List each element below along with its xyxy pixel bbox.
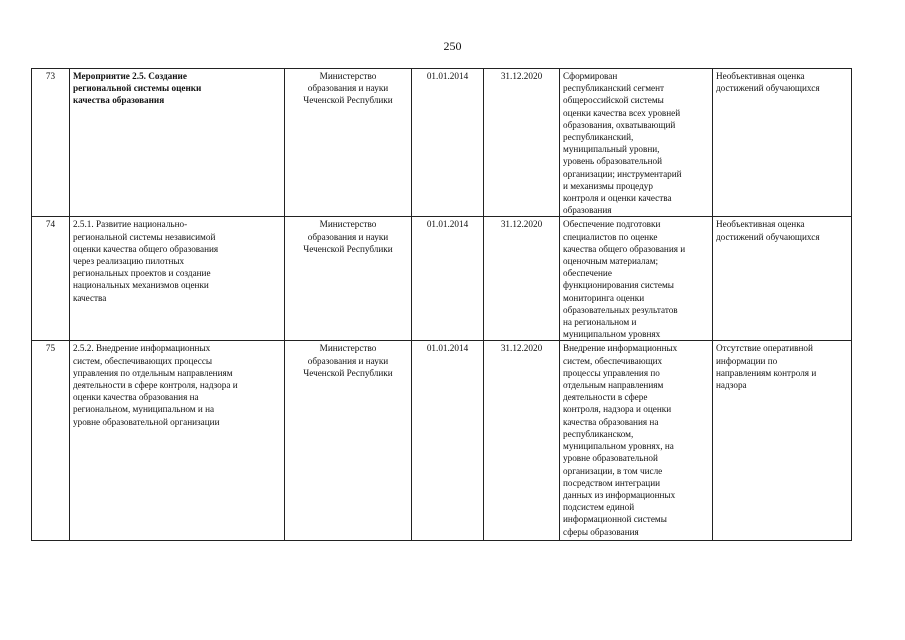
expected-result: Обеспечение подготовки специалистов по оценке качества общего образования и оценочным материалам; обеспечение функционирования системы мониторинга оценки образовательных результатов на региональном и муниципальном уровнях <box>560 217 713 341</box>
consequence: Необъективная оценка достижений обучающихся <box>713 217 852 341</box>
activities-table <box>31 68 852 541</box>
end-date: 31.12.2020 <box>484 341 560 541</box>
executor: Министерство образования и науки Чеченской Республики <box>285 341 412 541</box>
expected-result: Сформирован республиканский сегмент общероссийской системы оценки качества всех уровней образования, охватывающий республиканский, муниципальный уровни, уровень образовательной организации; инструментарий и механизмы процедур контроля и оценки качества образования <box>560 69 713 217</box>
executor: Министерство образования и науки Чеченской Республики <box>285 217 412 341</box>
table-row <box>32 341 852 541</box>
end-date: 31.12.2020 <box>484 69 560 217</box>
row-number: 73 <box>32 69 70 217</box>
table-row <box>32 69 852 217</box>
expected-result: Внедрение информационных систем, обеспечивающих процессы управления по отдельным направлениям деятельности в сфере контроля, надзора и оценки качества образования на республиканском, муниципальном уровнях, на уровне образовательной организации, в том числе посредством интеграции данных из информационных подсистем единой информационной системы сферы образования <box>560 341 713 541</box>
consequence: Отсутствие оперативной информации по направлениям контроля и надзора <box>713 341 852 541</box>
start-date: 01.01.2014 <box>412 341 484 541</box>
table-row <box>32 217 852 341</box>
page-number: 250 <box>443 39 462 53</box>
end-date: 31.12.2020 <box>484 217 560 341</box>
executor: Министерство образования и науки Чеченской Республики <box>285 69 412 217</box>
start-date: 01.01.2014 <box>412 217 484 341</box>
row-number: 75 <box>32 341 70 541</box>
consequence: Необъективная оценка достижений обучающихся <box>713 69 852 217</box>
activity-title: 2.5.1. Развитие национально- региональной системы независимой оценки качества общего образования через реализацию пилотных региональных проектов и создание национальных механизмов оценки качества <box>70 217 285 341</box>
start-date: 01.01.2014 <box>412 69 484 217</box>
activity-title: Мероприятие 2.5. Создание региональной системы оценки качества образования <box>70 69 285 217</box>
row-number: 74 <box>32 217 70 341</box>
activity-title: 2.5.2. Внедрение информационных систем, обеспечивающих процессы управления по отдельным направлениям деятельности в сфере контроля, надзора и оценки качества образования на региональном, муниципальном и на уровне образовательной организации <box>70 341 285 541</box>
